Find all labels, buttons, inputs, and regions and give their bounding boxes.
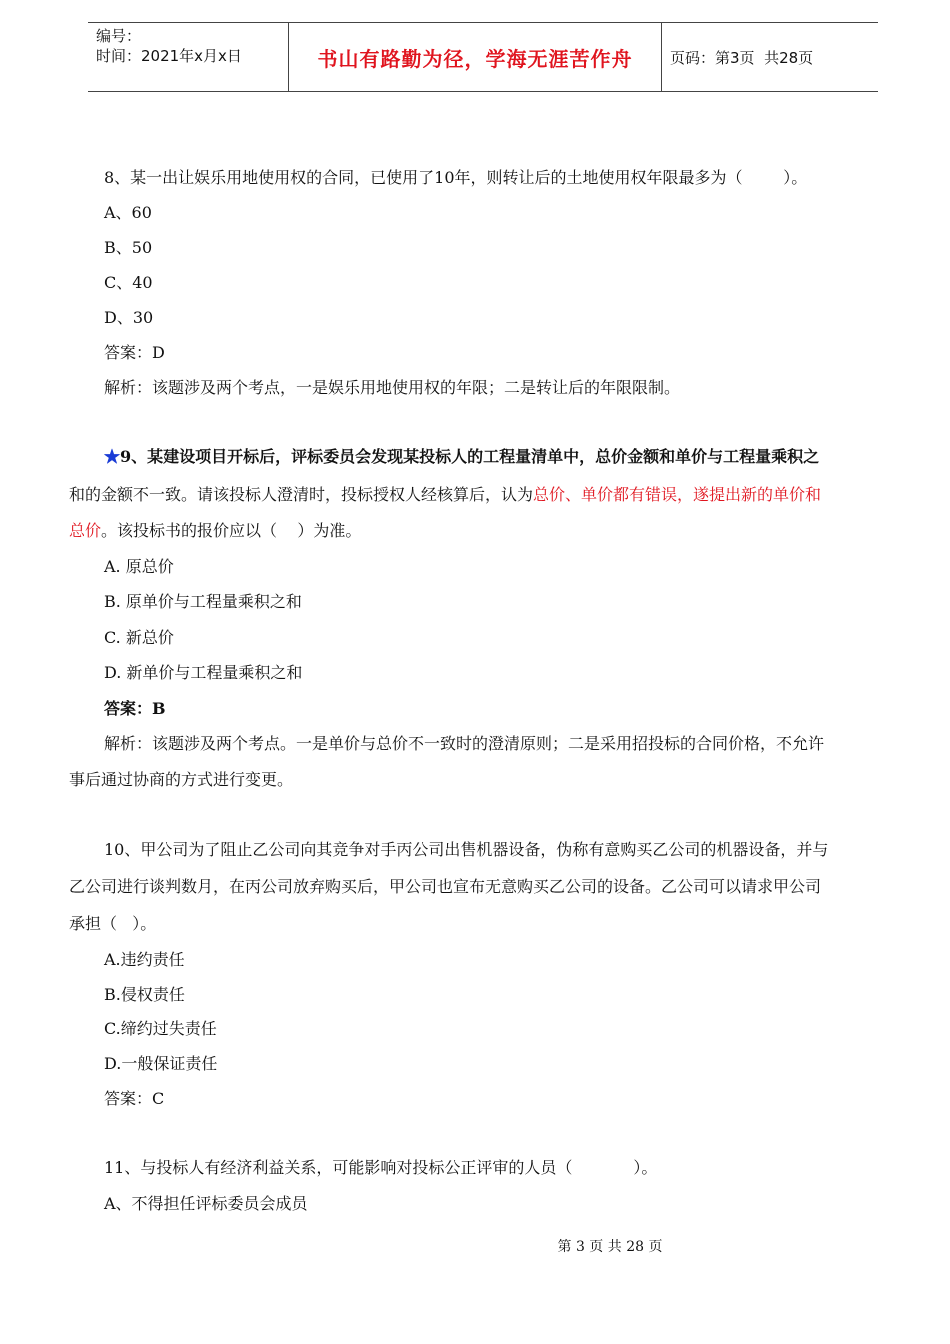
q9-analysis-line1: 解析：该题涉及两个考点。一是单价与总价不一致时的澄清原则；二是采用招投标的合同价格，不允许 [104,734,825,753]
q10-option-c: C.缔约过失责任 [104,1019,217,1038]
q8-answer: 答案：D [104,343,165,362]
header-motto: 书山有路勤为径，学海无涯苦作舟 [288,23,662,91]
time-label: 时间：2021年x月x日 [96,47,242,65]
page-header [88,22,878,92]
q9-stem-line2-text: 和的金额不一致。请该投标人澄清时，投标授权人经核算后，认为 [69,485,534,504]
q10-answer: 答案：C [104,1089,165,1108]
q9-option-b: B. 原单价与工程量乘积之和 [104,592,302,611]
q9-option-c: C. 新总价 [104,628,174,647]
q9-option-a: A. 原总价 [104,557,174,576]
q9-stem-line1 [104,447,819,467]
q9-stem-line2 [69,485,821,505]
q9-stem-line3 [69,521,361,541]
q9-answer [104,699,166,719]
header-page-info-cell [662,23,878,91]
q9-stem-line3-highlight: 总价 [69,521,102,540]
number-label: 编号： [96,27,142,45]
q8-option-b: B、50 [104,238,153,257]
q10-stem-line1: 10、甲公司为了阻止乙公司向其竞争对手丙公司出售机器设备，伪称有意购买乙公司的机器设备，并与 [104,840,829,859]
q9-answer-value: B [152,699,166,718]
q9-answer-label: 答案： [104,699,153,718]
header-page-info: 页码：第3页 共28页 [670,48,814,67]
q8-option-c: C、40 [104,273,153,292]
q8-option-d: D、30 [104,308,154,327]
q11-stem: 11、与投标人有经济利益关系，可能影响对投标公正评审的人员（ ）。 [104,1158,658,1177]
q10-option-d: D.一般保证责任 [104,1054,218,1073]
q8-option-a: A、60 [104,203,152,222]
q9-stem-line3-text: 。该投标书的报价应以（ ）为准。 [101,521,362,540]
q10-stem-line3: 承担（ ）。 [69,914,157,933]
q8-analysis: 解析：该题涉及两个考点，一是娱乐用地使用权的年限；二是转让后的年限限制。 [104,378,681,397]
q9-analysis-line2: 事后通过协商的方式进行变更。 [69,770,294,789]
q9-stem-line2-highlight: 总价、单价都有错误，遂提出新的单价和 [533,485,822,504]
star-icon: ★ [104,447,121,466]
q10-option-b: B.侵权责任 [104,985,185,1004]
header-left-cell [88,23,288,91]
q9-option-d: D. 新单价与工程量乘积之和 [104,663,303,682]
q8-stem: 8、某一出让娱乐用地使用权的合同，已使用了10年，则转让后的土地使用权年限最多为（ ）。 [104,168,808,187]
q10-option-a: A.违约责任 [104,950,185,969]
q9-stem-line1-text: 9、某建设项目开标后，评标委员会发现某投标人的工程量清单中，总价金额和单价与工程量乘积之 [120,447,820,466]
q11-option-a: A、不得担任评标委员会成员 [104,1194,308,1213]
page-footer: 第 3 页 共 28 页 [557,1239,663,1255]
q10-stem-line2: 乙公司进行谈判数月，在丙公司放弃购买后，甲公司也宣布无意购买乙公司的设备。乙公司可以请求甲公司 [69,877,822,896]
